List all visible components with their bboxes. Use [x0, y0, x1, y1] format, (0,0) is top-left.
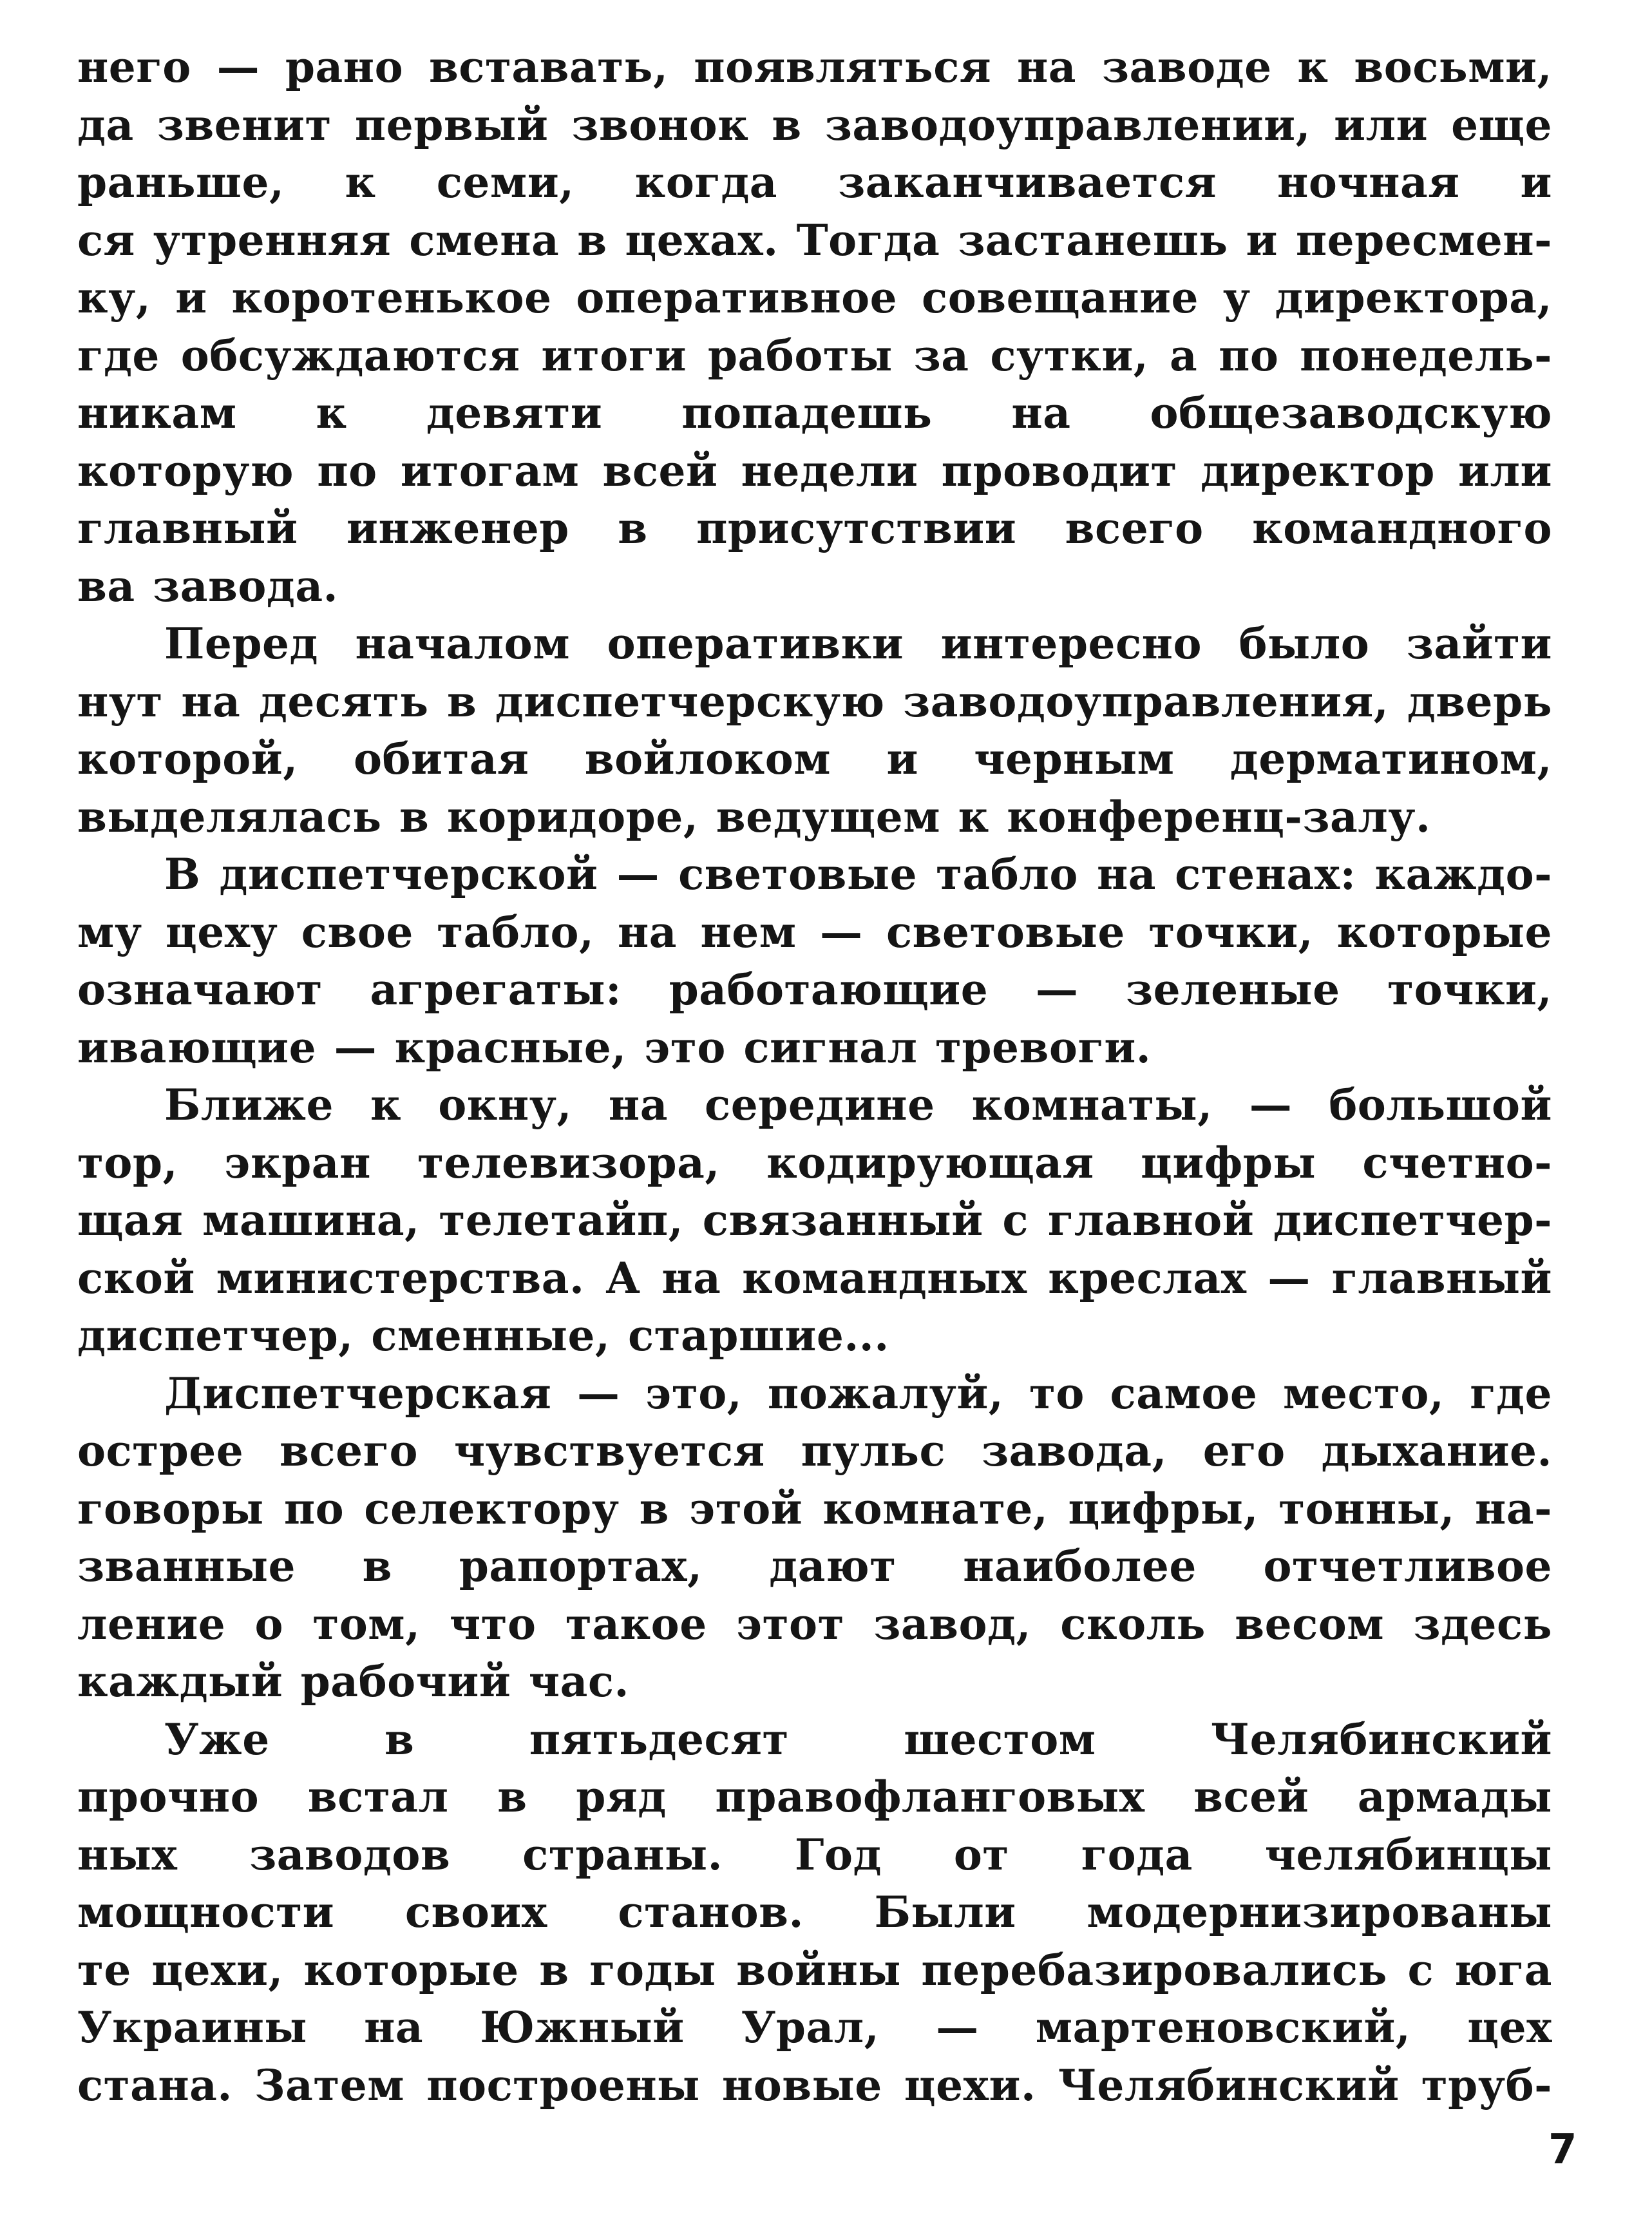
text-line: нут на десять в диспетчерскую заводоуправления, дверь — [77, 676, 1552, 727]
text-line: ных заводов страны. Год от года челябинцы — [77, 1829, 1552, 1880]
text-line: те цехи, которые в годы войны перебазировались с юга — [77, 1944, 1552, 1995]
text-line: никам к девяти попадешь на общезаводскую — [77, 388, 1552, 438]
paragraph-1 — [77, 39, 1552, 615]
text-line: мощности своих станов. Были модернизированы — [77, 1887, 1552, 1937]
text-line: тор, экран телевизора, кодирующая цифры счетно- — [77, 1137, 1552, 1188]
text-line: званные в рапортах, дают наиболее отчетливое — [77, 1541, 1552, 1591]
text-line: Диспетчерская — это, пожалуй, то самое место, где — [164, 1368, 1552, 1419]
text-line: главный инженер в присутствии всего командного — [77, 503, 1552, 553]
text-line: да звенит первый звонок в заводоуправлении, или еще — [77, 99, 1552, 150]
text-line: Уже в пятьдесят шестом Челябинский — [164, 1714, 1552, 1765]
text-line: где обсуждаются итоги работы за сутки, а по понедель- — [77, 330, 1552, 381]
text-line: ку, и коротенькое оперативное совещание у директора, — [77, 273, 1552, 323]
page-number: 7 — [1548, 2126, 1577, 2174]
text-line: каждый рабочий час. — [77, 1656, 630, 1707]
text-line: В диспетчерской — световые табло на стенах: каждо- — [164, 849, 1552, 899]
text-line: ление о том, что такое этот завод, сколь весом здесь — [77, 1598, 1552, 1649]
text-line: Украины на Южный Урал, — мартеновский, цех — [77, 2002, 1552, 2053]
text-line: ва завода. — [77, 560, 339, 611]
paragraph-5 — [77, 1365, 1552, 1711]
text-line: говоры по селектору в этой комнате, цифры, тонны, на- — [77, 1483, 1552, 1534]
text-line: означают агрегаты: работающие — зеленые точки, — [77, 964, 1552, 1015]
text-line: стана. Затем построены новые цехи. Челябинский труб- — [77, 2060, 1552, 2110]
text-line: Перед началом оперативки интересно было зайти — [164, 618, 1552, 669]
book-page — [77, 39, 1552, 2114]
text-line: которую по итогам всей недели проводит директор или — [77, 445, 1552, 496]
text-line: острее всего чувствуется пульс завода, его дыхание. — [77, 1426, 1552, 1476]
text-line: диспетчер, сменные, старшие... — [77, 1310, 889, 1361]
text-line: раньше, к семи, когда заканчивается ночная и — [77, 157, 1552, 207]
text-line: ивающие — красные, это сигнал тревоги. — [77, 1022, 1152, 1073]
paragraph-6 — [77, 1711, 1552, 2115]
text-line: ся утренняя смена в цехах. Тогда застанешь и пересмен- — [77, 215, 1552, 265]
text-line: щая машина, телетайп, связанный с главной диспетчер- — [77, 1195, 1552, 1245]
paragraph-4 — [77, 1077, 1552, 1365]
text-line: которой, обитая войлоком и черным дерматином, — [77, 734, 1552, 784]
text-line: му цеху свое табло, на нем — световые точки, которые — [77, 906, 1552, 957]
text-line: ской министерства. А на командных креслах — главный — [77, 1252, 1552, 1303]
paragraph-3 — [77, 846, 1552, 1077]
text-line: прочно встал в ряд правофланговых всей армады — [77, 1772, 1552, 1822]
text-line: выделялась в коридоре, ведущем к конференц-залу. — [77, 791, 1431, 842]
paragraph-2 — [77, 615, 1552, 846]
text-line: Ближе к окну, на середине комнаты, — большой — [164, 1080, 1552, 1130]
text-line: него — рано вставать, появляться на заводе к восьми, — [77, 42, 1552, 92]
